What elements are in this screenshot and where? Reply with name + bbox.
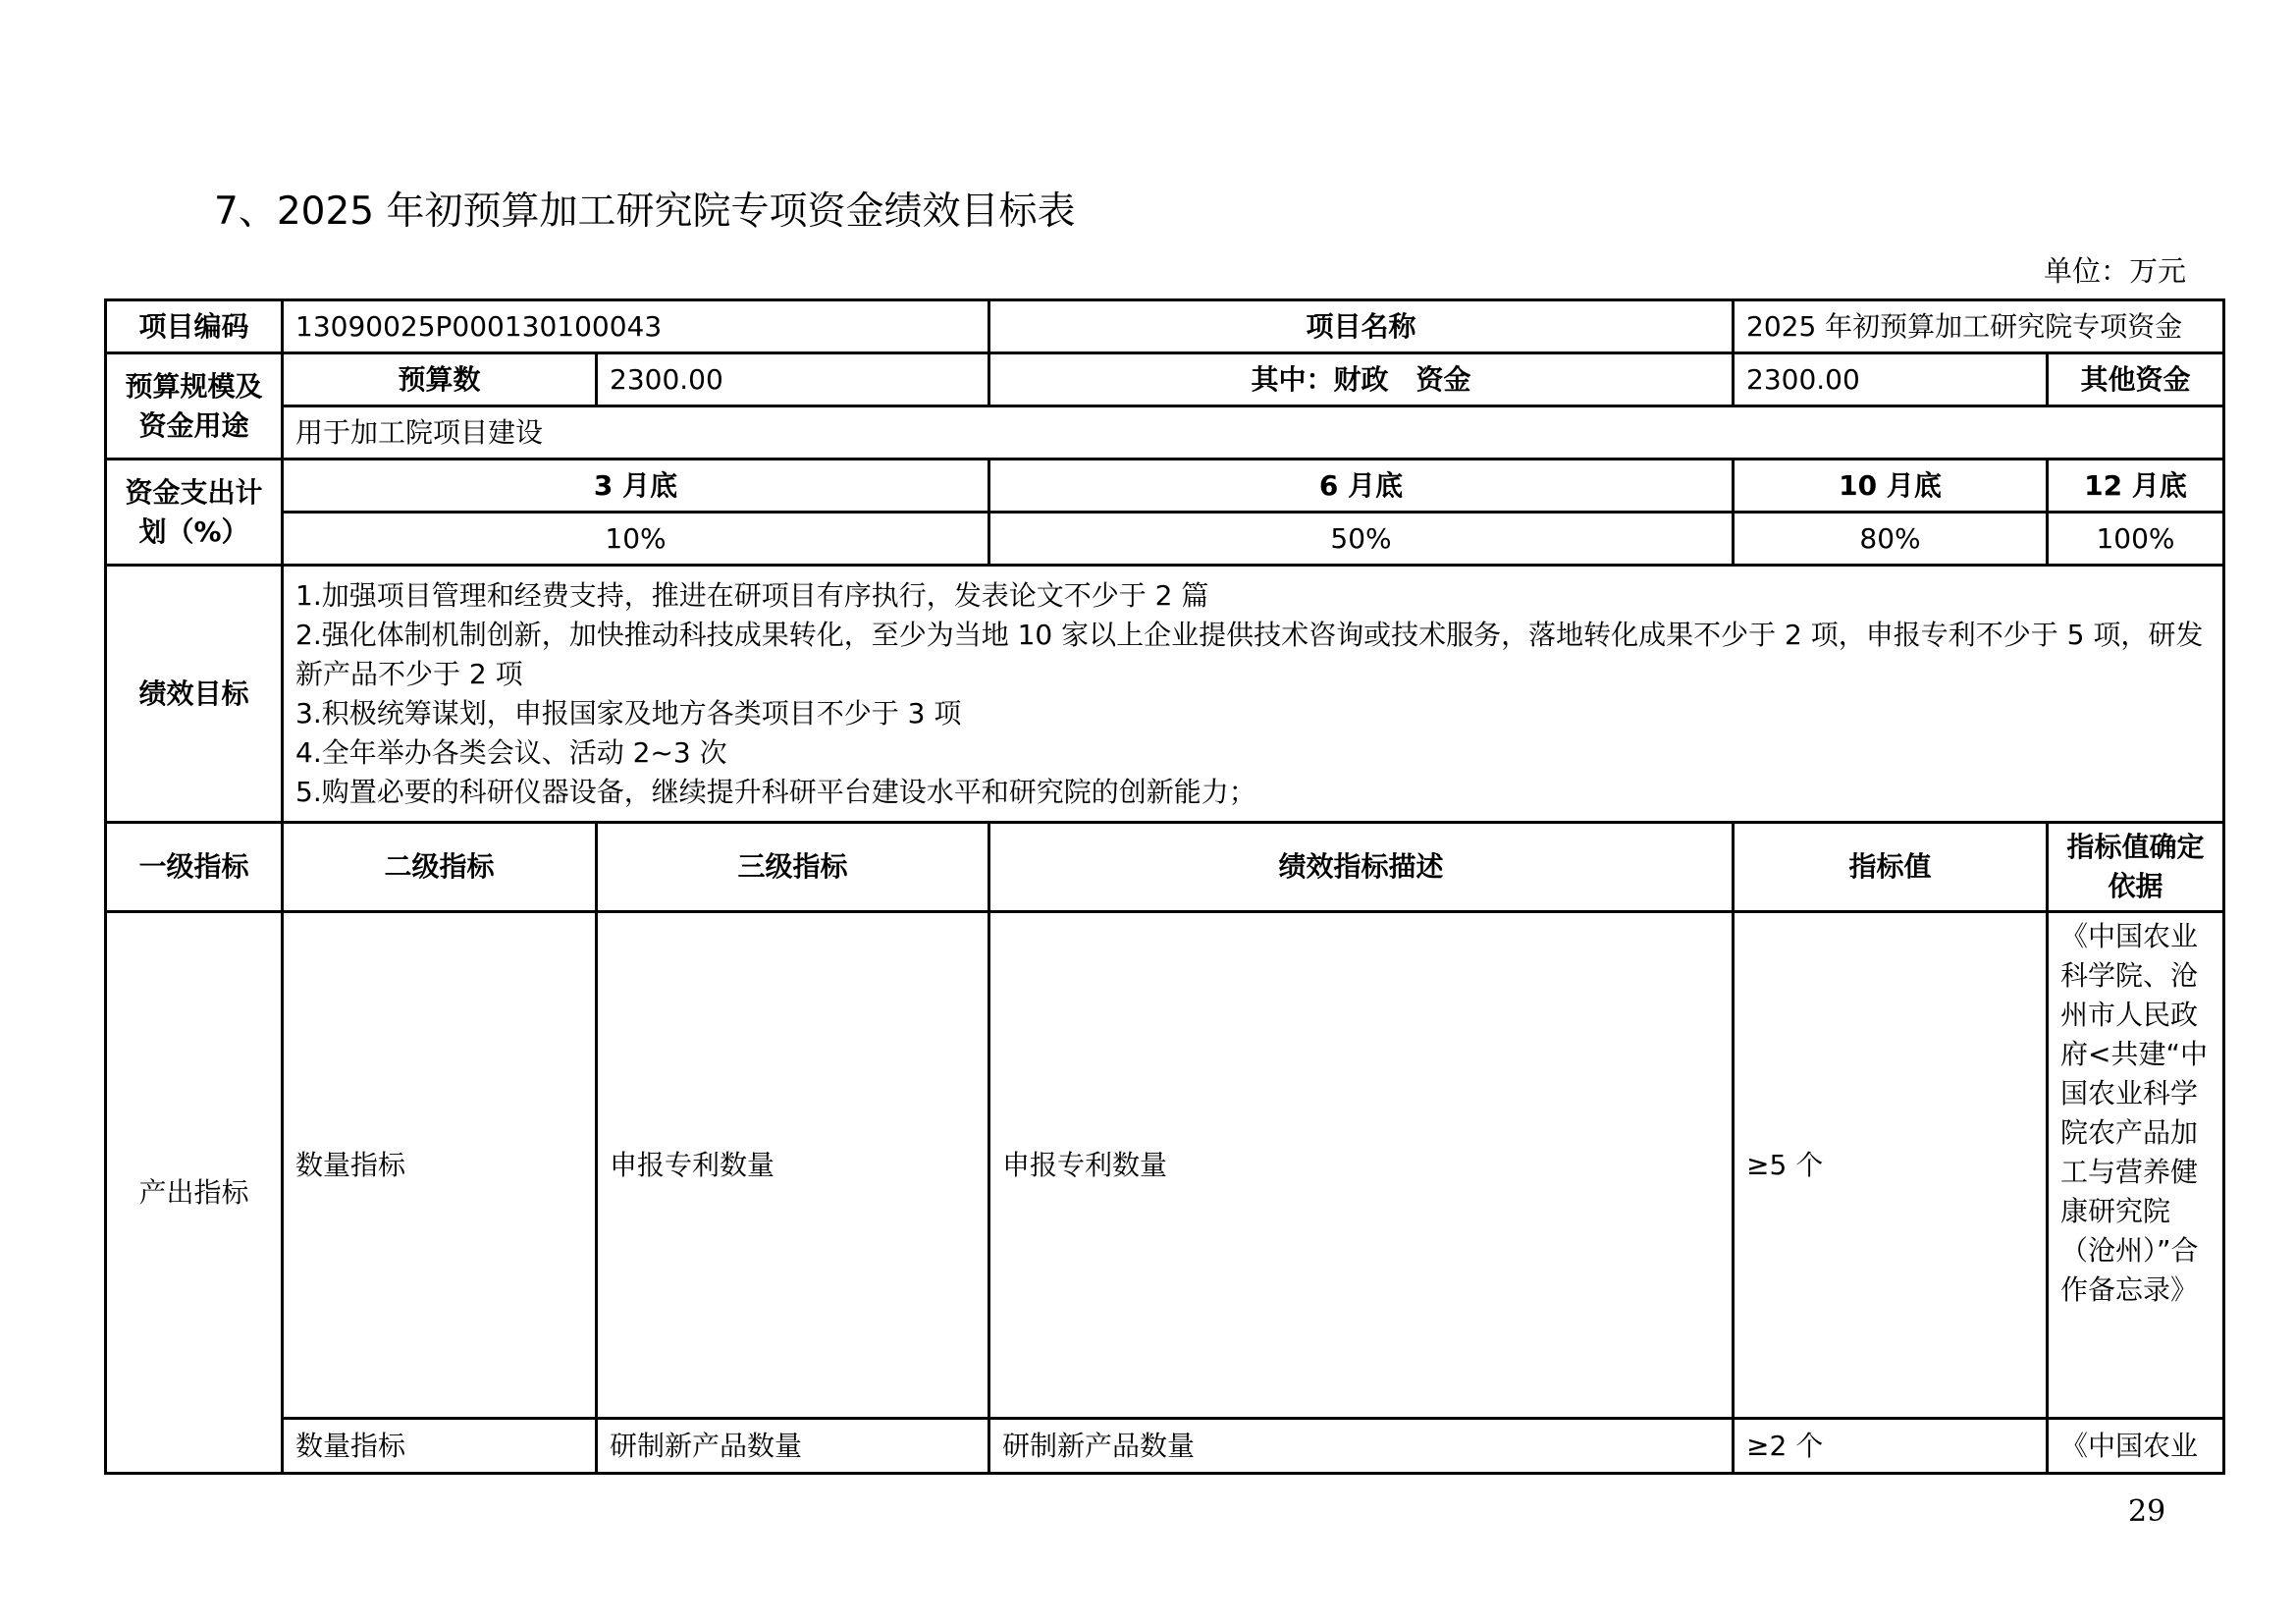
budget-amount-label: 预算数 <box>283 353 597 406</box>
level1-cell: 产出指标 <box>106 912 283 1474</box>
project-code-label: 项目编码 <box>106 300 283 353</box>
level2-cell: 数量指标 <box>283 912 597 1419</box>
project-name: 2025 年初预算加工研究院专项资金 <box>1734 300 2224 353</box>
plan-value-dec: 100% <box>2048 513 2224 566</box>
performance-table <box>104 298 2225 1475</box>
plan-period-mar: 3 月底 <box>283 460 989 513</box>
header-description: 绩效指标描述 <box>989 823 1734 912</box>
plan-period-jun: 6 月底 <box>989 460 1734 513</box>
goals-list <box>283 566 2224 823</box>
project-name-label: 项目名称 <box>989 300 1734 353</box>
spending-plan-label: 资金支出计划（%） <box>106 460 283 566</box>
funds-usage: 用于加工院项目建设 <box>283 406 2224 460</box>
other-funds-label: 其他资金 <box>2048 353 2224 406</box>
header-level2: 二级指标 <box>283 823 597 912</box>
plan-value-mar: 10% <box>283 513 989 566</box>
budget-amount: 2300.00 <box>597 353 989 406</box>
plan-period-oct: 10 月底 <box>1734 460 2048 513</box>
fiscal-funds-amount: 2300.00 <box>1734 353 2048 406</box>
level3-cell: 研制新产品数量 <box>597 1419 989 1474</box>
goal-item: 4.全年举办各类会议、活动 2~3 次 <box>295 735 727 769</box>
basis-cell: 《中国农业 <box>2048 1419 2224 1474</box>
budget-label: 预算规模及资金用途 <box>106 353 283 460</box>
plan-period-dec: 12 月底 <box>2048 460 2224 513</box>
project-code: 13090025P000130100043 <box>283 300 989 353</box>
fiscal-funds-label: 其中：财政 资金 <box>989 353 1734 406</box>
unit-label: 单位：万元 <box>2043 254 2186 288</box>
page-title: 7、2025 年初预算加工研究院专项资金绩效目标表 <box>214 189 1076 234</box>
page-number: 29 <box>2128 1494 2166 1529</box>
plan-value-jun: 50% <box>989 513 1734 566</box>
description-cell: 申报专利数量 <box>989 912 1734 1419</box>
header-basis: 指标值确定依据 <box>2048 823 2224 912</box>
basis-cell: 《中国农业科学院、沧州市人民政府<共建“中国农业科学院农产品加工与营养健康研究院（沧州）”合作备忘录》 <box>2048 912 2224 1419</box>
goal-item: 1.加强项目管理和经费支持，推进在研项目有序执行，发表论文不少于 2 篇 <box>295 578 1209 612</box>
goal-item: 2.强化体制机制创新，加快推动科技成果转化，至少为当地 10 家以上企业提供技术咨询或技术服务，落地转化成果不少于 2 项，申报专利不少于 5 项，研发新产品不少于 2 项 <box>295 618 2204 690</box>
goal-item: 5.购置必要的科研仪器设备，继续提升科研平台建设水平和研究院的创新能力； <box>295 775 1256 808</box>
value-cell: ≥5 个 <box>1734 912 2048 1419</box>
value-cell: ≥2 个 <box>1734 1419 2048 1474</box>
description-cell: 研制新产品数量 <box>989 1419 1734 1474</box>
level2-cell: 数量指标 <box>283 1419 597 1474</box>
goal-item: 3.积极统筹谋划，申报国家及地方各类项目不少于 3 项 <box>295 696 962 730</box>
plan-value-oct: 80% <box>1734 513 2048 566</box>
level3-cell: 申报专利数量 <box>597 912 989 1419</box>
header-value: 指标值 <box>1734 823 2048 912</box>
header-level3: 三级指标 <box>597 823 989 912</box>
header-level1: 一级指标 <box>106 823 283 912</box>
goals-label: 绩效目标 <box>106 566 283 823</box>
